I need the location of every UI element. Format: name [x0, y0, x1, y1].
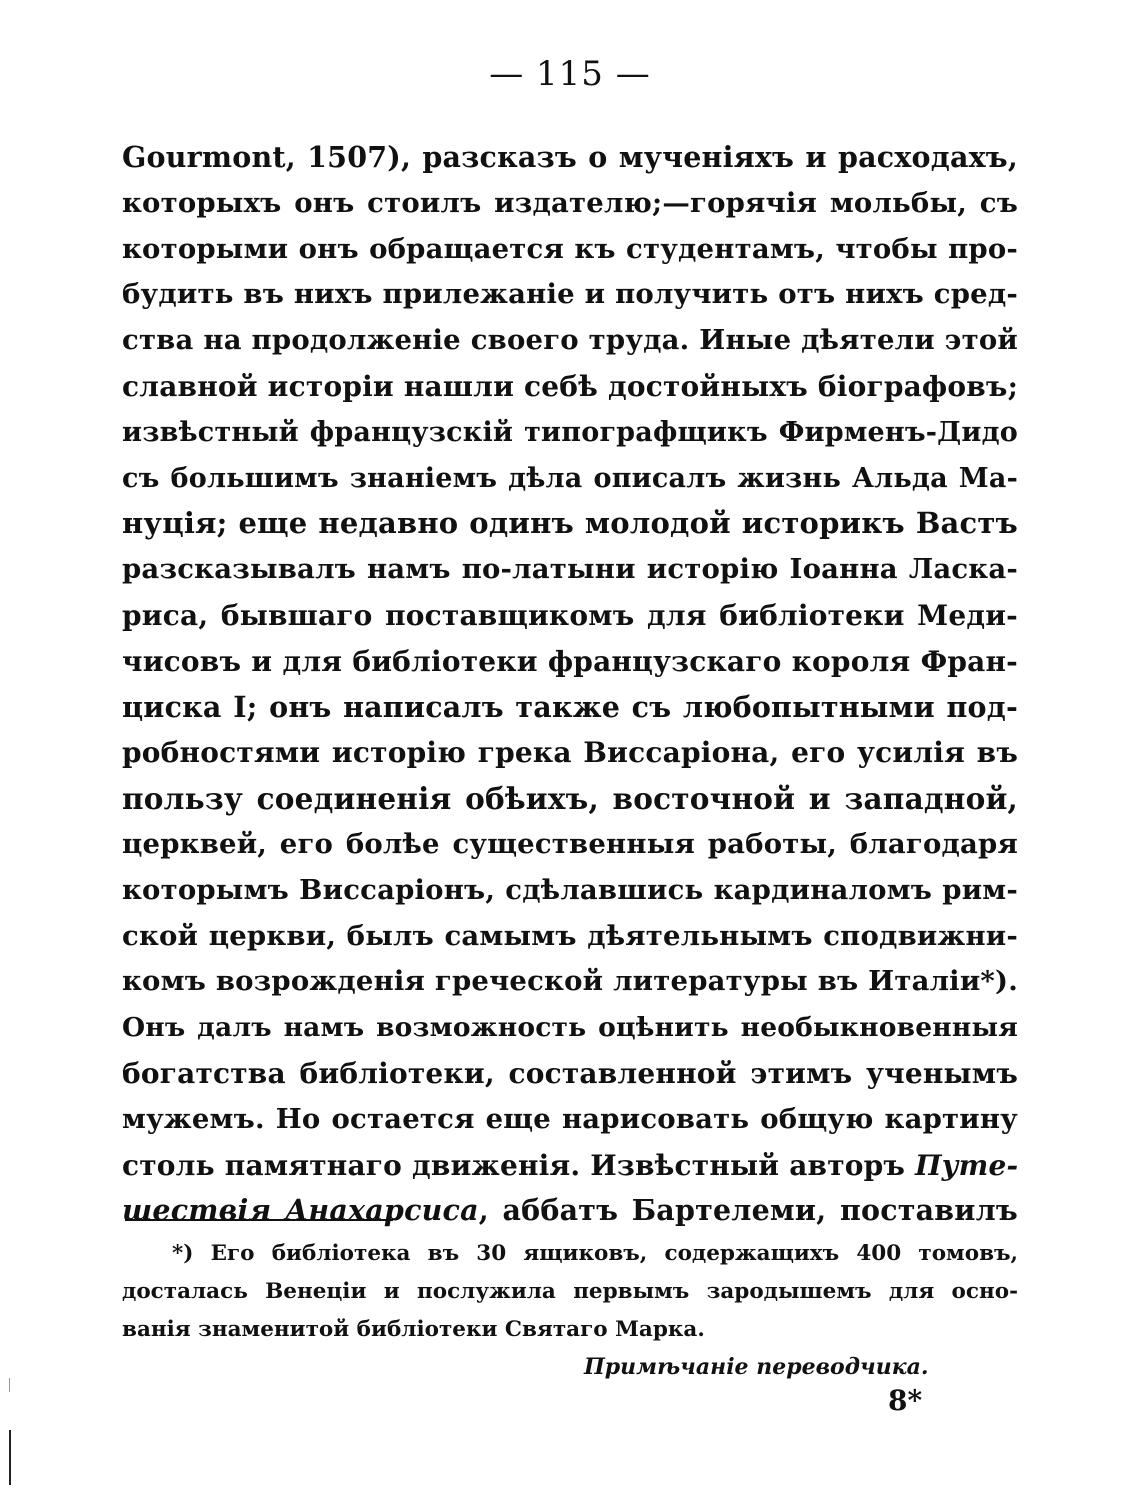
text-line: славной исторіи нашли себѣ достойныхъ біографовъ;	[122, 369, 1019, 403]
text-line: комъ возрожденія греческой литературы въ Италіи*).	[122, 965, 1018, 998]
text-line: которыми онъ обращается къ студентамъ, чтобы про-	[122, 232, 1018, 265]
italic-title: Путе-	[915, 1148, 1019, 1182]
text-line: Онъ далъ намъ возможность оцѣнить необыкновенныя	[122, 1012, 1018, 1044]
text-line: которымъ Виссаріонъ, сдѣлавшись кардиналомъ рим-	[122, 873, 1018, 906]
text-line: ства на продолженіе своего труда. Иные дѣятели этой	[122, 324, 1018, 357]
text-line: ской церкви, былъ самымъ дѣятельнымъ сподвижни-	[122, 919, 1018, 952]
text-line: циска I; онъ написалъ также съ любопытными под-	[122, 689, 1018, 724]
text-line: нуція; еще недавно одинъ молодой историкъ Вастъ	[122, 506, 1018, 541]
text-line: мужемъ. Но остается еще нарисовать общую картину	[122, 1102, 1018, 1135]
text-line: робностями исторію грека Виссаріона, его усилія въ	[122, 736, 1018, 770]
footnote-line: досталась Венеціи и послужила первымъ зародышемъ для осно-	[122, 1279, 1018, 1304]
page-number: — 115 —	[489, 54, 651, 94]
text-line: которыхъ онъ стоилъ издателю;—горячія мольбы, съ	[122, 186, 1018, 219]
text-line: риса, бывшаго поставщикомъ для библіотеки Меди-	[122, 598, 1018, 632]
translator-note: Примѣчаніе переводчика.	[584, 1354, 929, 1380]
text-line	[122, 1143, 1018, 1189]
text-segment: , аббатъ Бартелеми, поставилъ	[478, 1193, 1018, 1228]
scan-artifact	[9, 1378, 10, 1392]
text-segment: столь памятнаго движенія. Извѣстный авторъ	[122, 1148, 916, 1182]
footnote	[122, 1235, 1018, 1349]
scan-artifact	[9, 1430, 11, 1485]
text-line: будить въ нихъ прилежаніе и получить отъ нихъ сред-	[122, 278, 1018, 311]
footnote-divider	[125, 1219, 393, 1221]
text-line: Gourmont, 1507), разсказъ о мученіяхъ и расходахъ,	[122, 140, 1018, 174]
italic-title: шествія Анахарсиса	[122, 1193, 479, 1228]
text-line	[122, 1188, 1018, 1234]
main-text	[122, 135, 1018, 1234]
footnote-line: *) Его библіотека въ 30 ящиковъ, содержащихъ 400 томовъ,	[172, 1241, 1018, 1266]
text-line: съ большимъ знаніемъ дѣла описалъ жизнь Альда Ма-	[122, 462, 1018, 494]
text-line: разсказывалъ намъ по-латыни исторію Іоанна Ласка-	[122, 553, 1018, 586]
text-line: пользу соединенія обѣихъ, восточной и западной,	[122, 781, 1018, 817]
text-line: церквей, его болѣе существенныя работы, благодаря	[122, 827, 1018, 860]
text-line: извѣстный французскій типографщикъ Фирменъ-Дидо	[122, 416, 1018, 448]
text-line: чисовъ и для библіотеки французскаго короля Фран-	[122, 644, 1018, 678]
text-line: богатства библіотеки, составленной этимъ ученымъ	[122, 1056, 1018, 1090]
signature-mark: 8*	[888, 1384, 923, 1417]
footnote-line: ванія знаменитой библіотеки Святаго Марка.	[122, 1317, 705, 1342]
